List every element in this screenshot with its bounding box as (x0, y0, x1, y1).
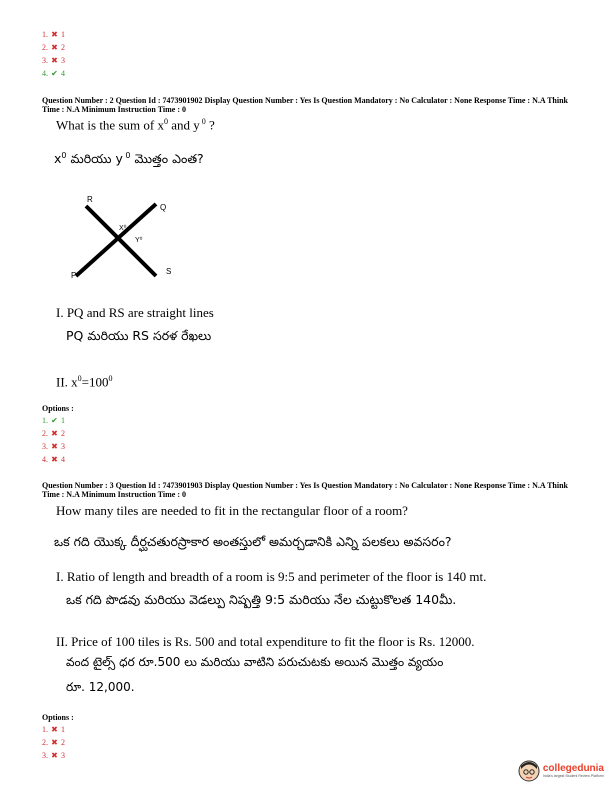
label-s: S (166, 267, 172, 276)
cross-icon: ✖ (51, 442, 58, 451)
label-r: R (87, 195, 93, 204)
q1-option-3: 3. ✖ 3 (42, 56, 65, 65)
q2-option-4: 4. ✖ 4 (42, 455, 65, 464)
cross-icon: ✖ (51, 751, 58, 760)
logo-tagline: India's largest Student Review Platform (542, 774, 604, 778)
q2-options-label: Options : (42, 404, 74, 413)
cross-icon: ✖ (51, 738, 58, 747)
q2-meta: Question Number : 2 Question Id : 7473901902 Display Question Number : Yes Is Question Mandatory : No Calculator : None Response Time : N.A Think Time : N.A Minimum Instruction Time : 0 (42, 96, 568, 114)
q3-meta: Question Number : 3 Question Id : 7473901903 Display Question Number : Yes Is Question Mandatory : No Calculator : None Response Time : N.A Think Time : N.A Minimum Instruction Time : 0 (42, 481, 568, 499)
q2-english-question: What is the sum of $x^0$ and y $^0$ ? (56, 117, 215, 133)
cross-icon: ✖ (51, 429, 58, 438)
cross-icon: ✖ (51, 43, 58, 52)
q1-option-2: 2. ✖ 2 (42, 43, 65, 52)
cross-icon: ✖ (51, 455, 58, 464)
cross-icon: ✖ (51, 56, 58, 65)
q3-option-2: 2. ✖ 2 (42, 738, 65, 747)
cross-icon: ✖ (51, 725, 58, 734)
q3-english-question: How many tiles are needed to fit in the rectangular floor of a room? (56, 503, 408, 518)
label-x-angle: X⁰ (119, 225, 127, 232)
check-icon: ✔ (51, 416, 58, 425)
line-rs (86, 206, 156, 276)
q1-option-4: 4. ✔ 4 (42, 69, 65, 78)
q3-statement-2-en: II. Price of 100 tiles is Rs. 500 and total expenditure to fit the floor is Rs. 12000. (56, 634, 475, 649)
q2-statement-2: II. $x^0=100^0$ (56, 374, 113, 390)
label-y-angle: Y⁰ (135, 237, 143, 244)
q3-telugu-question: ఒక గది యొక్క దీర్ఘచతురస్రాకార అంతస్తులో అమర్చడానికి ఎన్ని పలకలు అవసరం? (54, 534, 452, 549)
q2-telugu-question: $x^0$ మరియు y $^0$ మొత్తం ఎంత? (54, 151, 204, 167)
q3-options-label: Options : (42, 713, 74, 722)
q2-option-3: 3. ✖ 3 (42, 442, 65, 451)
logo-name: collegedunia (542, 763, 604, 774)
q2-statement-1-te: PQ మరియు RS సరళ రేఖలు (66, 328, 212, 343)
mascot-icon (518, 760, 540, 782)
q1-option-1: 1. ✖ 1 (42, 30, 65, 39)
q3-statement-1-en: I. Ratio of length and breadth of a room is 9:5 and perimeter of the floor is 140 mt. (56, 569, 487, 584)
q3-option-1: 1. ✖ 1 (42, 725, 65, 734)
collegedunia-logo (518, 760, 604, 782)
q3-statement-2-te-line1: వంద టైల్స్ ధర రూ.500 లు మరియు వాటిని పరుచుటకు అయిన మొత్తం వ్యయం (66, 655, 444, 669)
q3-statement-1-te: ఒక గది పొడవు మరియు వెడల్పు నిష్పత్తి 9:5 మరియు నేల చుట్టుకొలత 140మీ. (66, 592, 457, 607)
q3-option-3: 3. ✖ 3 (42, 751, 65, 760)
q2-statement-1-en: I. PQ and RS are straight lines (56, 305, 214, 320)
q2-option-1: 1. ✔ 1 (42, 416, 65, 425)
cross-icon: ✖ (51, 30, 58, 39)
q2-option-2: 2. ✖ 2 (42, 429, 65, 438)
q3-statement-2-te-line2: రూ. 12,000. (66, 680, 135, 694)
label-p: P (71, 271, 77, 280)
intersecting-lines-diagram (60, 188, 190, 288)
check-icon: ✔ (51, 69, 58, 78)
label-q: Q (160, 203, 167, 212)
